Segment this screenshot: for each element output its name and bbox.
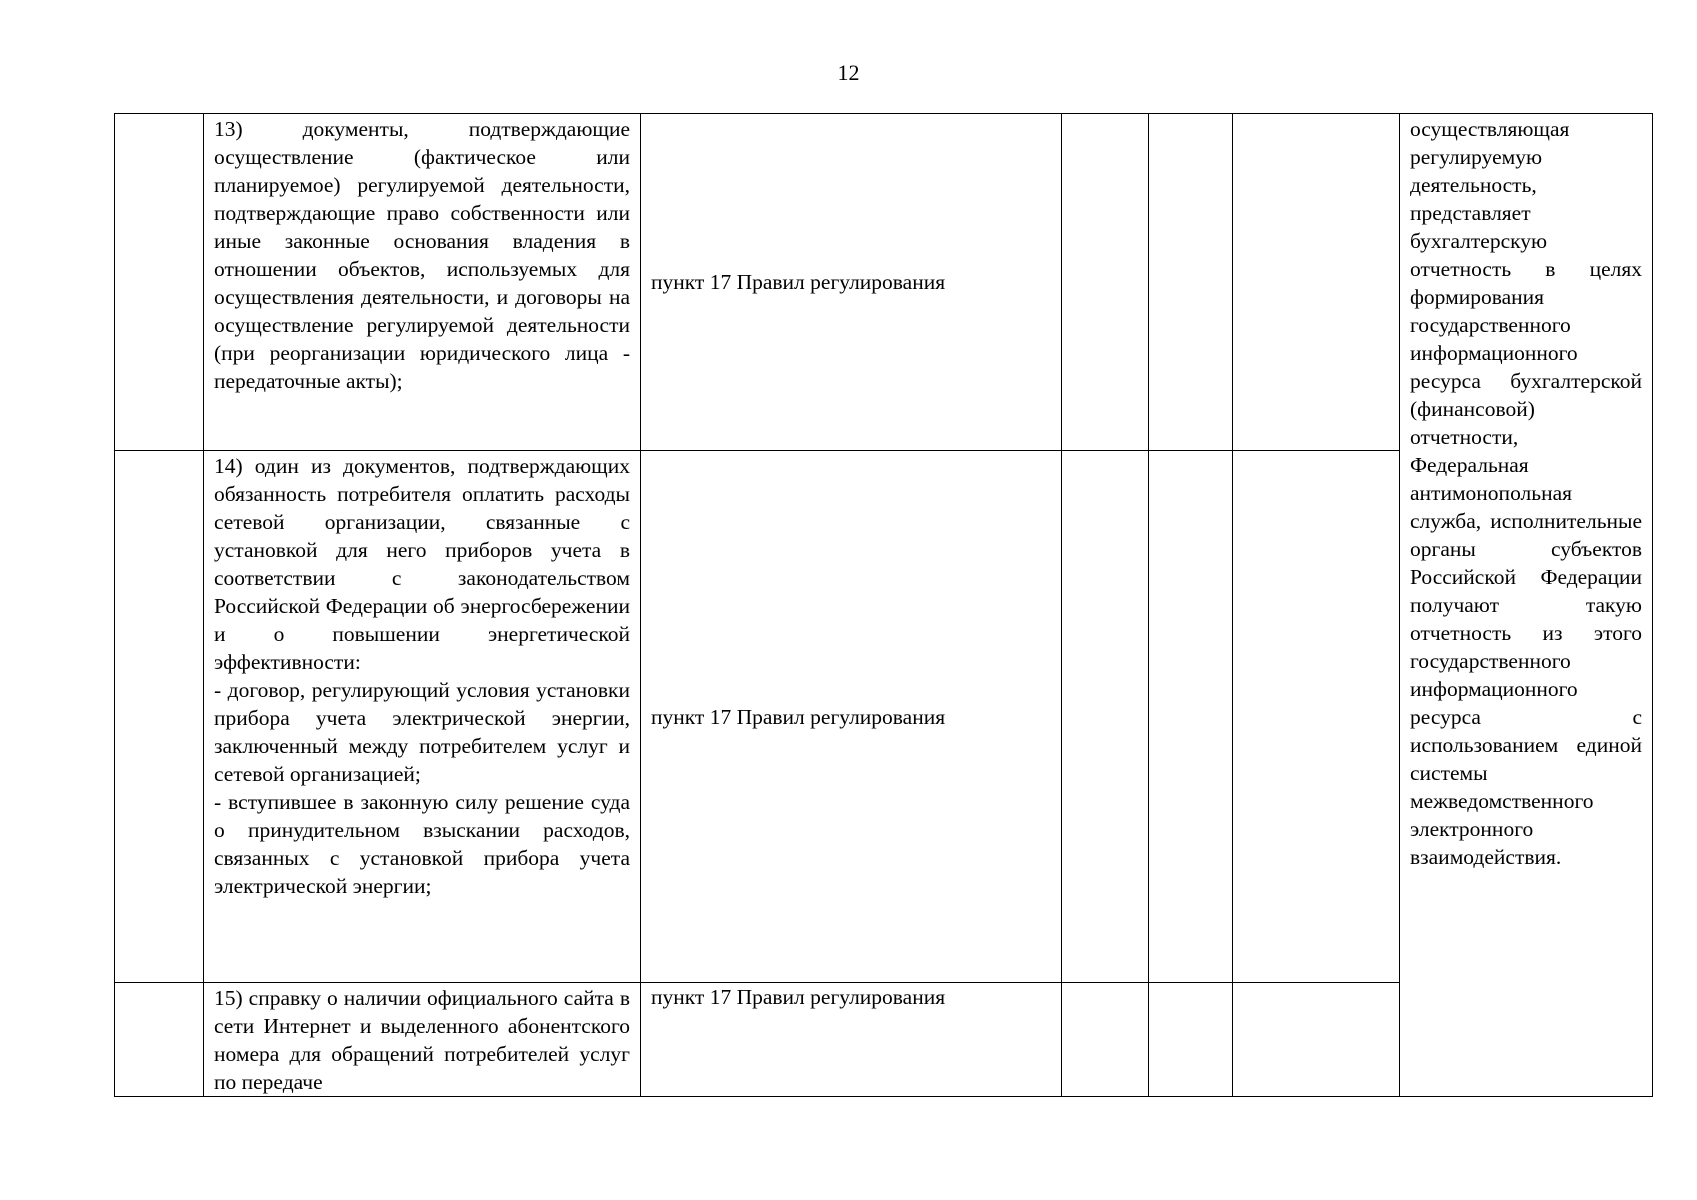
number-cell xyxy=(115,983,204,1097)
basis-cell xyxy=(641,114,1062,451)
empty-cell xyxy=(1062,451,1149,983)
basis-cell xyxy=(641,451,1062,983)
document-text: 14) один из документов, подтверждающих обязанность потребителя оплатить расходы сетевой организации, связанные с установкой для него приборов учета в соответствии с законодательством Российской Федерации об энергосбережении и о повышении энергетической эффективности: - договор, регулирующий условия установки прибора учета электрической энергии, заключенный между потребителем услуг и сетевой организацией; - вступившее в законную силу решение суда о принудительном взыскании расходов, связанных с установкой прибора учета электрической энергии; xyxy=(214,454,630,898)
empty-cell xyxy=(1149,983,1233,1097)
number-cell xyxy=(115,114,204,451)
note-cell xyxy=(1400,114,1653,1097)
empty-cell xyxy=(1233,451,1400,983)
empty-cell xyxy=(1233,114,1400,451)
basis-text: пункт 17 Правил регулирования xyxy=(651,704,946,729)
note-text: осуществляющая регулируемую деятельность, представляет бухгалтерскую отчетность в целях формирования государственного информационного ресурса бухгалтерской (финансовой) отчетности, Федеральная антимонопольная служба, исполнительные органы субъектов Российской Федерации получают такую отчетность из этого государственного информационного ресурса с использованием единой системы межведомственного электронного взаимодействия. xyxy=(1410,117,1642,869)
document-cell xyxy=(204,983,641,1097)
requirements-table xyxy=(114,113,1653,1097)
basis-text: пункт 17 Правил регулирования xyxy=(651,985,946,1009)
empty-cell xyxy=(1062,114,1149,451)
empty-cell xyxy=(1149,114,1233,451)
document-text: 15) справку о наличии официального сайта в сети Интернет и выделенного абонентского номера для обращений потребителей услуг по передаче xyxy=(214,986,630,1094)
page-number: 12 xyxy=(837,60,860,85)
basis-cell xyxy=(641,983,1062,1097)
empty-cell xyxy=(1233,983,1400,1097)
document-cell xyxy=(204,114,641,451)
empty-cell xyxy=(1062,983,1149,1097)
empty-cell xyxy=(1149,451,1233,983)
table-row xyxy=(115,114,1653,451)
document-cell xyxy=(204,451,641,983)
number-cell xyxy=(115,451,204,983)
document-text: 13) документы, подтверждающие осуществление (фактическое или планируемое) регулируемой деятельности, подтверждающие право собственности или иные законные основания владения в отношении объектов, используемых для осуществления деятельности, и договоры на осуществление регулируемой деятельности (при реорганизации юридического лица - передаточные акты); xyxy=(214,117,630,393)
basis-text: пункт 17 Правил регулирования xyxy=(651,270,946,294)
